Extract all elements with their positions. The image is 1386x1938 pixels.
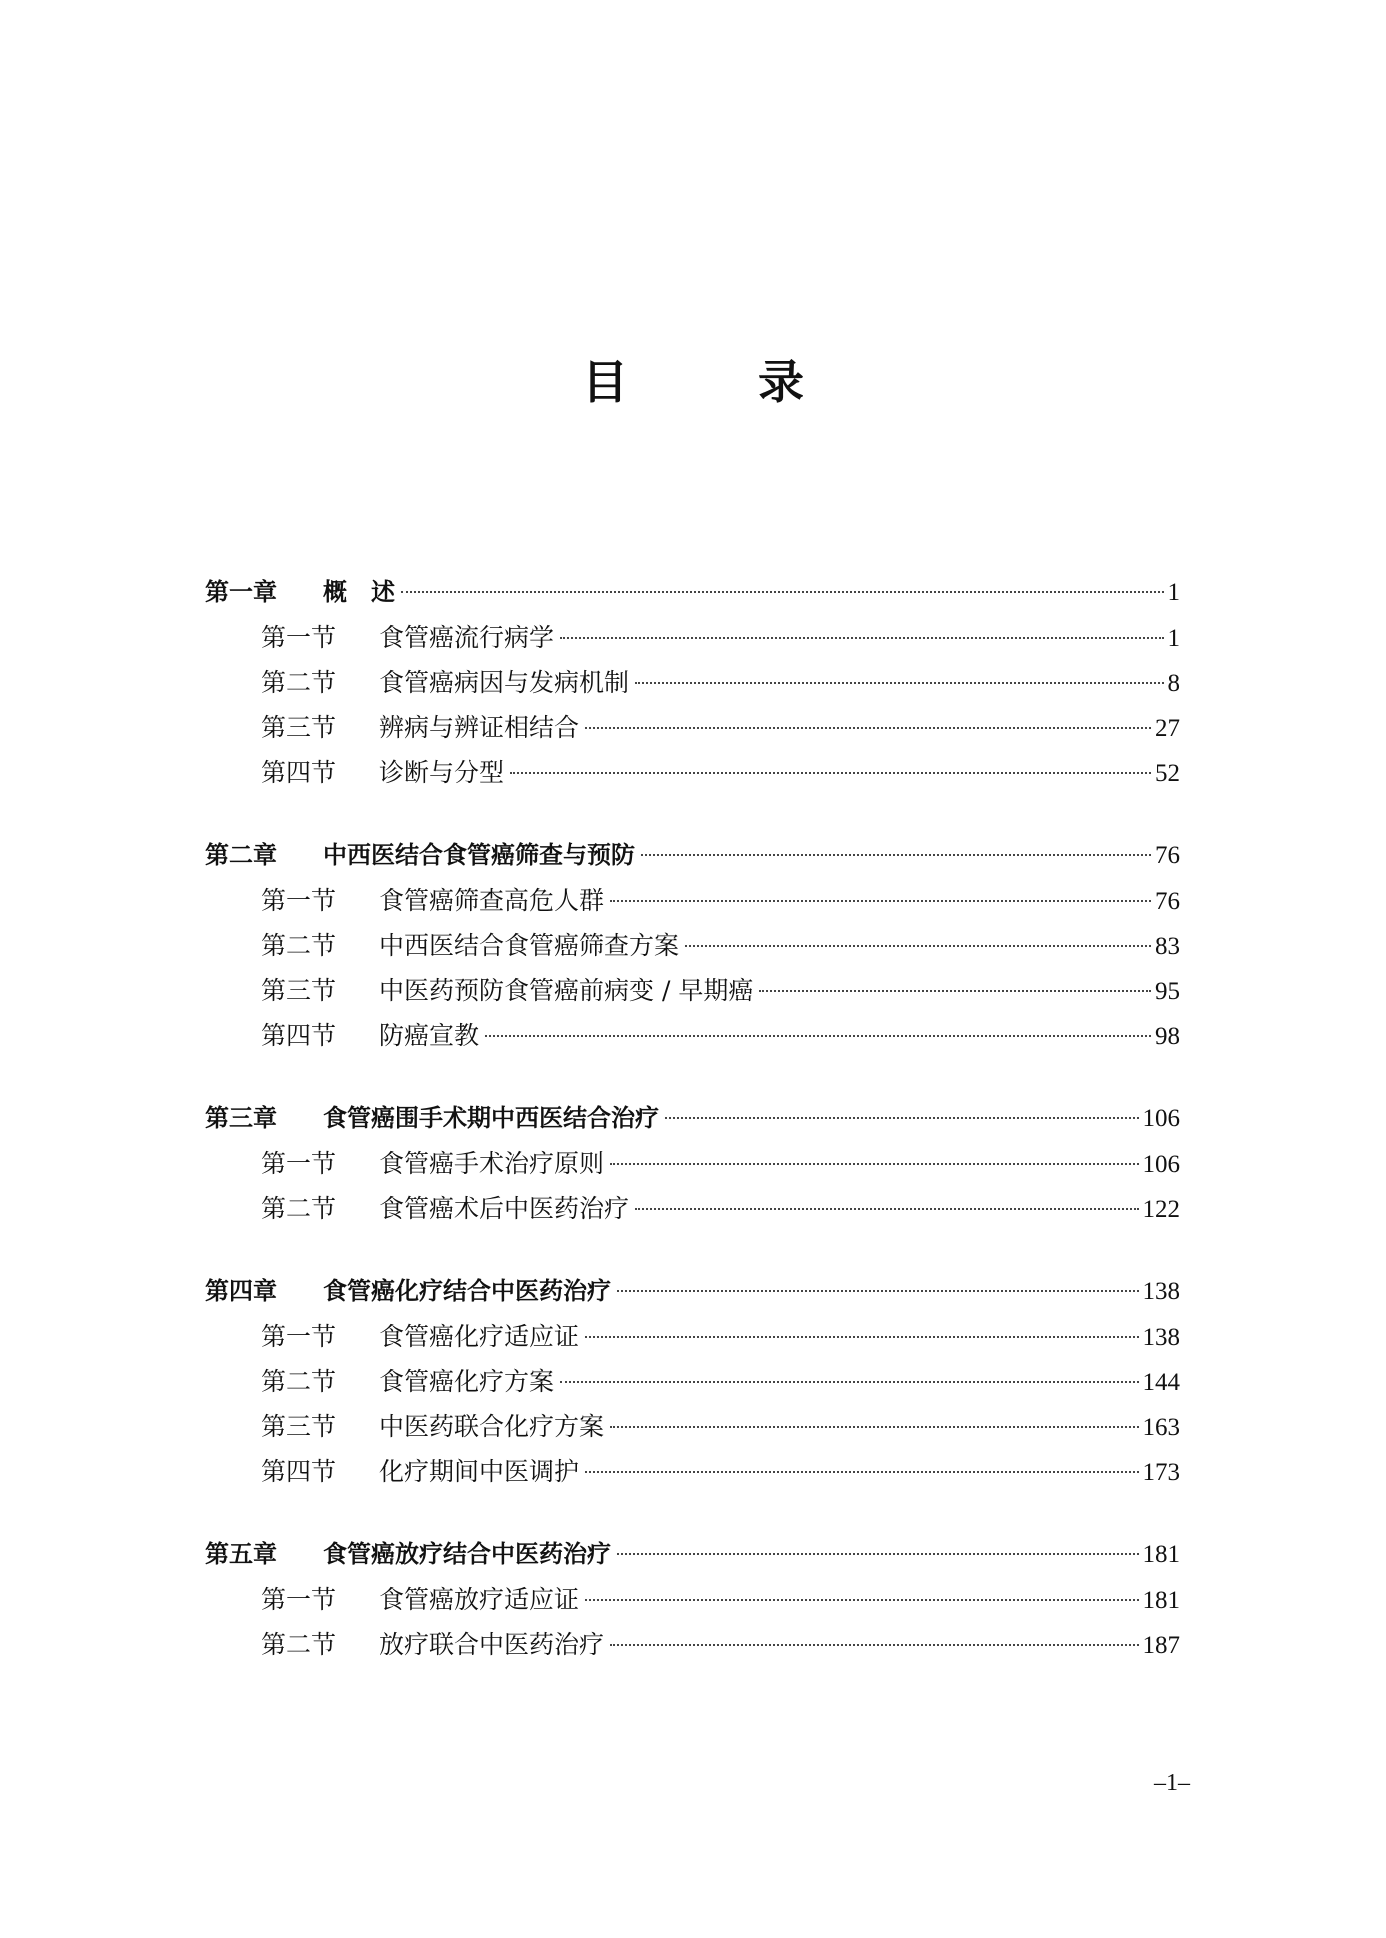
section-entry-page-number: 138 bbox=[1142, 1324, 1180, 1351]
section-entry-page-number: 173 bbox=[1142, 1459, 1180, 1486]
section-entry-number: 第四节 bbox=[261, 758, 337, 787]
section-entry-title: 中医药联合化疗方案 bbox=[379, 1412, 605, 1441]
dot-leader bbox=[560, 637, 1163, 639]
section-entry-page-number: 181 bbox=[1142, 1587, 1180, 1614]
section-entry-page-number: 1 bbox=[1167, 625, 1180, 652]
dot-leader bbox=[759, 990, 1151, 992]
section-entry[interactable] bbox=[205, 1186, 1180, 1231]
section-entry[interactable] bbox=[205, 615, 1180, 660]
dot-leader bbox=[485, 1035, 1151, 1037]
chapter-entry-page-number: 76 bbox=[1155, 842, 1180, 869]
section-entry-number: 第二节 bbox=[261, 668, 337, 697]
section-entry-page-number: 95 bbox=[1155, 978, 1180, 1005]
section-entry[interactable] bbox=[205, 1577, 1180, 1622]
section-entry-number: 第一节 bbox=[261, 1322, 337, 1351]
chapter-entry-title: 食管癌化疗结合中医药治疗 bbox=[323, 1277, 611, 1305]
dot-leader bbox=[585, 727, 1151, 729]
dot-leader bbox=[641, 854, 1151, 856]
section-entry-number: 第二节 bbox=[261, 1630, 337, 1659]
section-entry-number: 第三节 bbox=[261, 976, 337, 1005]
section-entry-page-number: 27 bbox=[1155, 715, 1180, 742]
section-entry-page-number: 187 bbox=[1142, 1632, 1180, 1659]
chapter-entry-page-number: 1 bbox=[1167, 579, 1180, 606]
chapter-entry-page-number: 138 bbox=[1142, 1278, 1180, 1305]
section-entry-number: 第三节 bbox=[261, 713, 337, 742]
chapter-entry-title: 食管癌放疗结合中医药治疗 bbox=[323, 1540, 611, 1568]
section-entry[interactable] bbox=[205, 968, 1180, 1013]
section-entry[interactable] bbox=[205, 1314, 1180, 1359]
section-entry-number: 第一节 bbox=[261, 886, 337, 915]
section-entry[interactable] bbox=[205, 878, 1180, 923]
chapter-entry-title: 概 述 bbox=[323, 578, 395, 606]
section-entry-number: 第一节 bbox=[261, 1149, 337, 1178]
section-entry[interactable] bbox=[205, 1449, 1180, 1494]
page-title: 目 录 bbox=[582, 355, 846, 409]
chapter-entry-number: 第四章 bbox=[205, 1277, 277, 1305]
chapter-block bbox=[205, 1532, 1180, 1667]
dot-leader bbox=[617, 1553, 1139, 1555]
section-entry-number: 第四节 bbox=[261, 1021, 337, 1050]
dot-leader bbox=[585, 1336, 1138, 1338]
section-entry[interactable] bbox=[205, 750, 1180, 795]
chapter-entry[interactable] bbox=[205, 1269, 1180, 1314]
dot-leader bbox=[617, 1290, 1139, 1292]
chapter-entry-number: 第二章 bbox=[205, 841, 277, 869]
dot-leader bbox=[510, 772, 1151, 774]
section-entry-title: 中西医结合食管癌筛查方案 bbox=[379, 931, 680, 960]
section-entry-title: 诊断与分型 bbox=[379, 758, 505, 787]
dot-leader bbox=[635, 682, 1163, 684]
dot-leader bbox=[665, 1117, 1139, 1119]
section-entry[interactable] bbox=[205, 1404, 1180, 1449]
section-entry-page-number: 8 bbox=[1167, 670, 1180, 697]
section-entry-page-number: 76 bbox=[1155, 888, 1180, 915]
section-entry-title: 化疗期间中医调护 bbox=[379, 1457, 580, 1486]
section-entry-title: 食管癌流行病学 bbox=[379, 623, 555, 652]
dot-leader bbox=[560, 1381, 1138, 1383]
dot-leader bbox=[585, 1599, 1138, 1601]
section-entry-page-number: 122 bbox=[1142, 1196, 1180, 1223]
section-entry-number: 第二节 bbox=[261, 1367, 337, 1396]
section-entry[interactable] bbox=[205, 660, 1180, 705]
section-entry-page-number: 163 bbox=[1142, 1414, 1180, 1441]
chapter-block bbox=[205, 570, 1180, 795]
chapter-entry-title: 食管癌围手术期中西医结合治疗 bbox=[323, 1104, 659, 1132]
page-number: –1– bbox=[1154, 1770, 1190, 1796]
section-entry-number: 第一节 bbox=[261, 1585, 337, 1614]
section-entry-number: 第二节 bbox=[261, 931, 337, 960]
section-entry-page-number: 52 bbox=[1155, 760, 1180, 787]
section-entry-title: 防癌宣教 bbox=[379, 1021, 480, 1050]
section-entry-page-number: 98 bbox=[1155, 1023, 1180, 1050]
section-entry-title: 食管癌病因与发病机制 bbox=[379, 668, 630, 697]
section-entry[interactable] bbox=[205, 1141, 1180, 1186]
section-entry-title: 放疗联合中医药治疗 bbox=[379, 1630, 605, 1659]
dot-leader bbox=[610, 1426, 1138, 1428]
chapter-entry[interactable] bbox=[205, 1096, 1180, 1141]
dot-leader bbox=[401, 591, 1164, 593]
section-entry-title: 辨病与辨证相结合 bbox=[379, 713, 580, 742]
section-entry-number: 第四节 bbox=[261, 1457, 337, 1486]
dot-leader bbox=[610, 1163, 1138, 1165]
chapter-entry-title: 中西医结合食管癌筛查与预防 bbox=[323, 841, 635, 869]
section-entry-number: 第三节 bbox=[261, 1412, 337, 1441]
section-entry-page-number: 144 bbox=[1142, 1369, 1180, 1396]
section-entry-number: 第二节 bbox=[261, 1194, 337, 1223]
dot-leader bbox=[610, 900, 1151, 902]
dot-leader bbox=[635, 1208, 1138, 1210]
dot-leader bbox=[610, 1644, 1138, 1646]
section-entry-number: 第一节 bbox=[261, 623, 337, 652]
dot-leader bbox=[585, 1471, 1138, 1473]
section-entry-title: 食管癌手术治疗原则 bbox=[379, 1149, 605, 1178]
chapter-entry-number: 第五章 bbox=[205, 1540, 277, 1568]
section-entry[interactable] bbox=[205, 1359, 1180, 1404]
chapter-entry-page-number: 106 bbox=[1142, 1105, 1180, 1132]
chapter-entry-page-number: 181 bbox=[1142, 1541, 1180, 1568]
section-entry-page-number: 83 bbox=[1155, 933, 1180, 960]
chapter-entry[interactable] bbox=[205, 833, 1180, 878]
chapter-entry-number: 第一章 bbox=[205, 578, 277, 606]
chapter-entry[interactable] bbox=[205, 1532, 1180, 1577]
section-entry[interactable] bbox=[205, 923, 1180, 968]
chapter-entry[interactable] bbox=[205, 570, 1180, 615]
chapter-block bbox=[205, 833, 1180, 1058]
section-entry-page-number: 106 bbox=[1142, 1151, 1180, 1178]
section-entry[interactable] bbox=[205, 1013, 1180, 1058]
section-entry-title: 食管癌筛查高危人群 bbox=[379, 886, 605, 915]
table-of-contents bbox=[205, 570, 1180, 1705]
chapter-block bbox=[205, 1096, 1180, 1231]
section-entry-title: 食管癌放疗适应证 bbox=[379, 1585, 580, 1614]
chapter-entry-number: 第三章 bbox=[205, 1104, 277, 1132]
section-entry[interactable] bbox=[205, 1622, 1180, 1667]
section-entry-title: 中医药预防食管癌前病变 / 早期癌 bbox=[379, 976, 754, 1005]
section-entry-title: 食管癌术后中医药治疗 bbox=[379, 1194, 630, 1223]
section-entry-title: 食管癌化疗适应证 bbox=[379, 1322, 580, 1351]
section-entry[interactable] bbox=[205, 705, 1180, 750]
section-entry-title: 食管癌化疗方案 bbox=[379, 1367, 555, 1396]
dot-leader bbox=[685, 945, 1151, 947]
chapter-block bbox=[205, 1269, 1180, 1494]
